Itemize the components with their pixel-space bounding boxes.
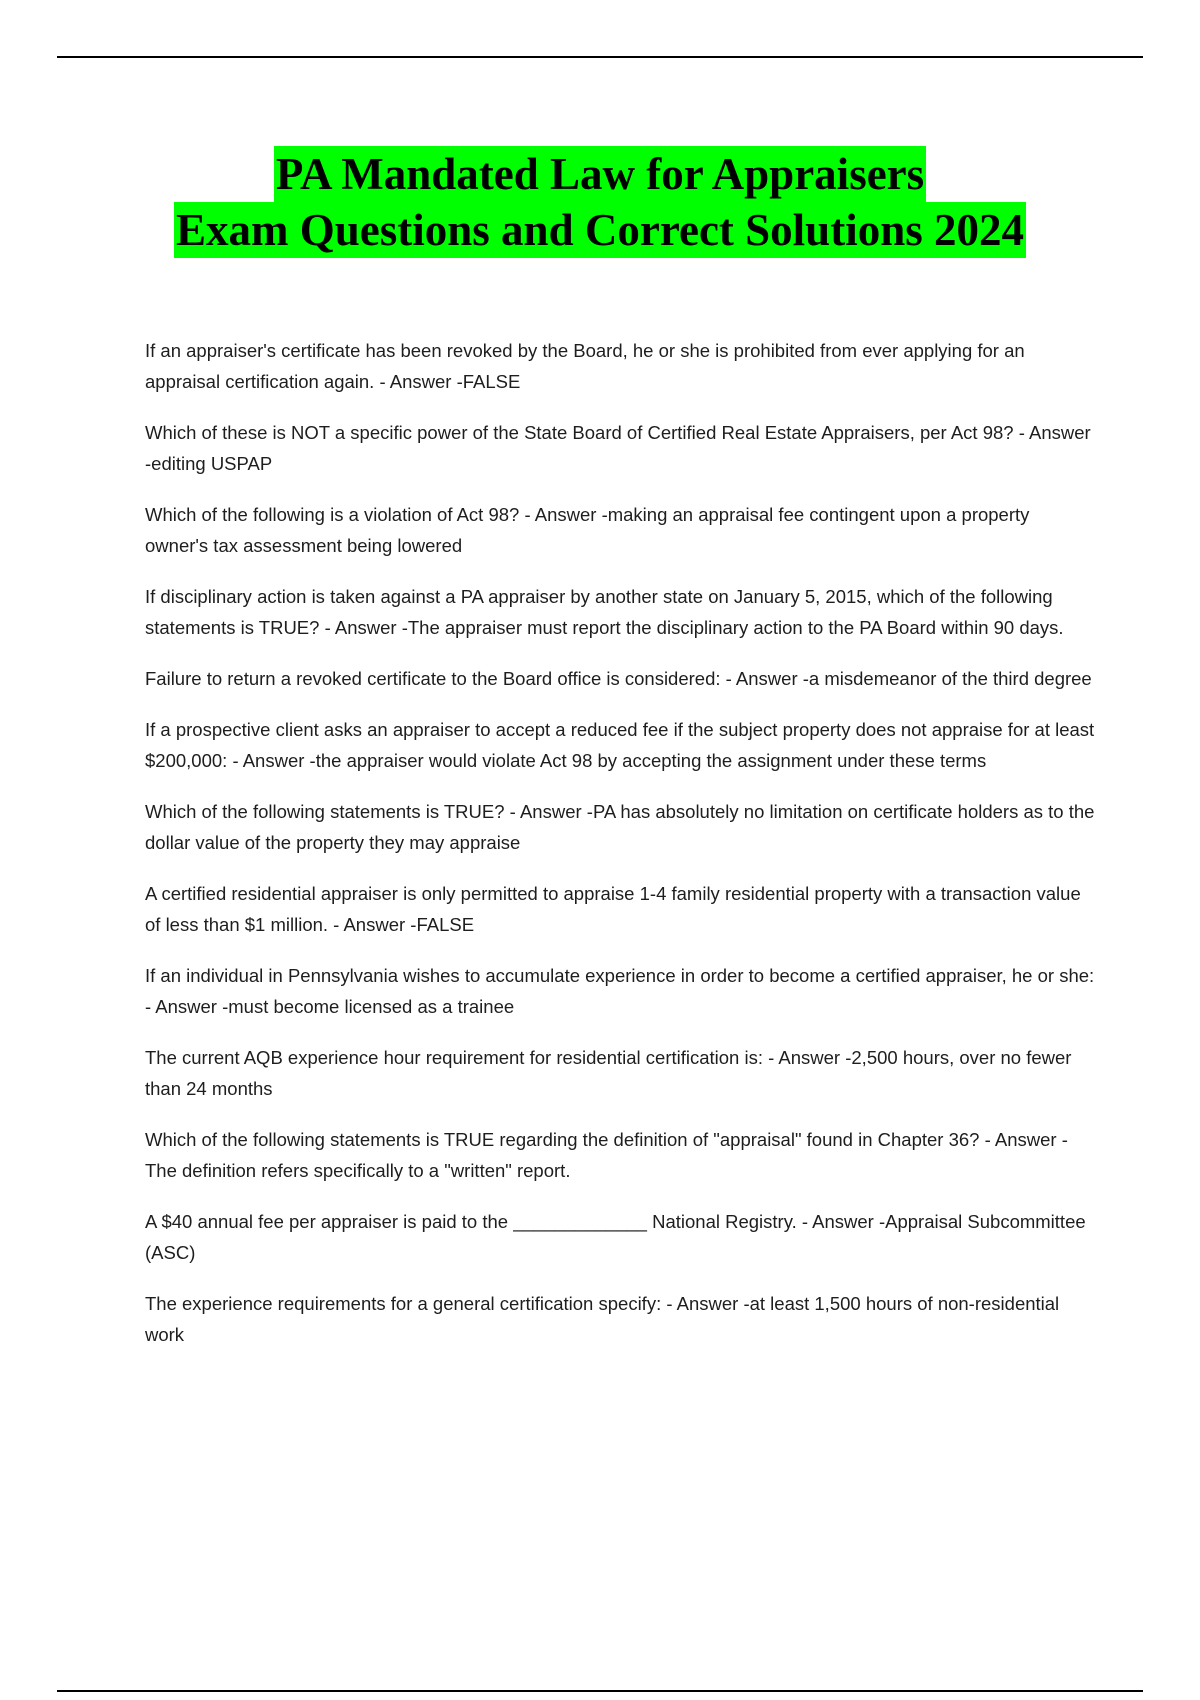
question-answer-list bbox=[145, 335, 1095, 1370]
qa-item-1: If an appraiser's certificate has been revoked by the Board, he or she is prohibited from ever applying for an appraisal certification again. - Answer -FALSE bbox=[145, 340, 1025, 392]
qa-item-12: A $40 annual fee per appraiser is paid to the _____________ National Registry. - Answer -Appraisal Subcommittee (ASC) bbox=[145, 1211, 1086, 1263]
top-divider bbox=[57, 56, 1143, 58]
qa-item-3: Which of the following is a violation of Act 98? - Answer -making an appraisal fee contingent upon a property owner's tax assessment being lowered bbox=[145, 504, 1030, 556]
qa-item-6: If a prospective client asks an appraiser to accept a reduced fee if the subject property does not appraise for at least $200,000: - Answer -the appraiser would violate Act 98 by accepting the assignment under these terms bbox=[145, 719, 1095, 771]
qa-item-5: Failure to return a revoked certificate to the Board office is considered: - Answer -a misdemeanor of the third degree bbox=[145, 668, 1092, 689]
qa-item-13: The experience requirements for a general certification specify: - Answer -at least 1,500 hours of non-residential work bbox=[145, 1293, 1060, 1345]
qa-item-4: If disciplinary action is taken against a PA appraiser by another state on January 5, 2015, which of the following statements is TRUE? - Answer -The appraiser must report the disciplinary action to the PA Board within 90 days. bbox=[145, 586, 1064, 638]
qa-item-2: Which of these is NOT a specific power of the State Board of Certified Real Estate Appraisers, per Act 98? - Answer -editing USPAP bbox=[145, 422, 1091, 474]
title-line-2: Exam Questions and Correct Solutions 2024 bbox=[174, 202, 1026, 258]
qa-item-10: The current AQB experience hour requirement for residential certification is: - Answer -2,500 hours, over no fewer than 24 months bbox=[145, 1047, 1072, 1099]
qa-item-8: A certified residential appraiser is only permitted to appraise 1-4 family residential property with a transaction value of less than $1 million. - Answer -FALSE bbox=[145, 883, 1081, 935]
qa-item-9: If an individual in Pennsylvania wishes to accumulate experience in order to become a certified appraiser, he or she: - Answer -must become licensed as a trainee bbox=[145, 965, 1095, 1017]
bottom-divider bbox=[57, 1690, 1143, 1692]
qa-item-11: Which of the following statements is TRUE regarding the definition of "appraisal" found in Chapter 36? - Answer -The definition refers specifically to a "written" report. bbox=[145, 1129, 1068, 1181]
document-title bbox=[0, 146, 1200, 258]
title-line-1: PA Mandated Law for Appraisers bbox=[274, 146, 926, 202]
qa-item-7: Which of the following statements is TRUE? - Answer -PA has absolutely no limitation on certificate holders as to the dollar value of the property they may appraise bbox=[145, 801, 1095, 853]
